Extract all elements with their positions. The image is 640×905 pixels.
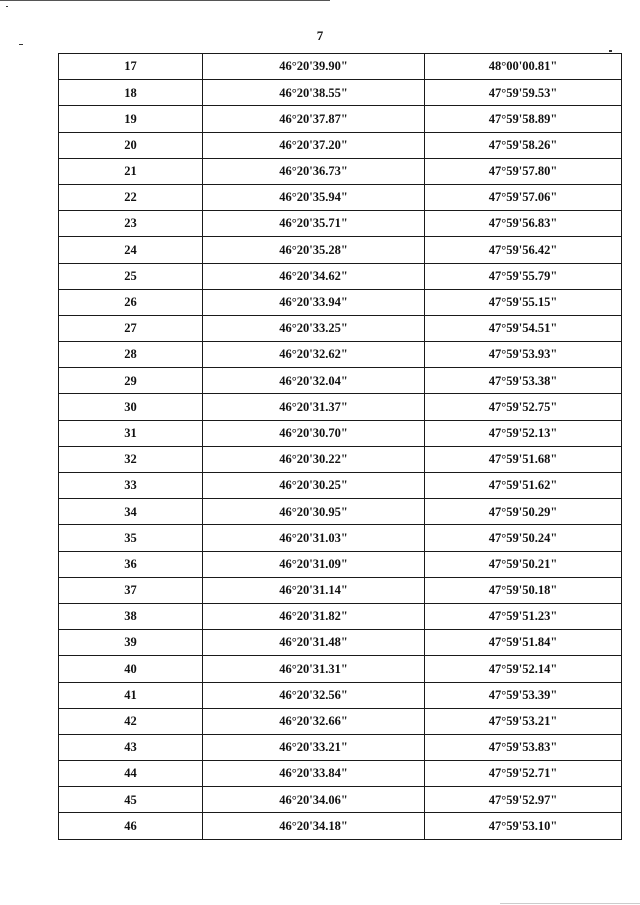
table-row [59, 289, 622, 315]
longitude-cell: 47°59'57.06" [425, 184, 622, 210]
latitude-cell: 46°20'34.06" [203, 787, 425, 813]
table-row [59, 158, 622, 184]
table-row [59, 603, 622, 629]
point-number-cell: 38 [59, 603, 203, 629]
scan-speck [6, 6, 8, 7]
table-row [59, 80, 622, 106]
point-number-cell: 41 [59, 682, 203, 708]
table-row [59, 630, 622, 656]
point-number-cell: 23 [59, 211, 203, 237]
table-row [59, 54, 622, 80]
point-number-cell: 30 [59, 394, 203, 420]
point-number-cell: 17 [59, 54, 203, 80]
latitude-cell: 46°20'31.37" [203, 394, 425, 420]
latitude-cell: 46°20'31.14" [203, 577, 425, 603]
page-number: 7 [316, 28, 324, 43]
point-number-cell: 32 [59, 446, 203, 472]
point-number-cell: 40 [59, 656, 203, 682]
point-number-cell: 39 [59, 630, 203, 656]
table-row [59, 132, 622, 158]
latitude-cell: 46°20'32.62" [203, 342, 425, 368]
latitude-cell: 46°20'36.73" [203, 158, 425, 184]
longitude-cell: 47°59'51.62" [425, 473, 622, 499]
longitude-cell: 47°59'55.15" [425, 289, 622, 315]
latitude-cell: 46°20'31.09" [203, 551, 425, 577]
coordinates-table [58, 53, 622, 840]
longitude-cell: 47°59'50.29" [425, 499, 622, 525]
point-number-cell: 45 [59, 787, 203, 813]
latitude-cell: 46°20'37.87" [203, 106, 425, 132]
latitude-cell: 46°20'32.66" [203, 708, 425, 734]
latitude-cell: 46°20'30.25" [203, 473, 425, 499]
latitude-cell: 46°20'33.21" [203, 734, 425, 760]
table-row [59, 211, 622, 237]
table-row [59, 787, 622, 813]
longitude-cell: 47°59'52.75" [425, 394, 622, 420]
table-row [59, 106, 622, 132]
table-row [59, 394, 622, 420]
latitude-cell: 46°20'31.48" [203, 630, 425, 656]
point-number-cell: 20 [59, 132, 203, 158]
table-row [59, 342, 622, 368]
scan-speck [19, 44, 23, 45]
longitude-cell: 47°59'52.14" [425, 656, 622, 682]
longitude-cell: 47°59'54.51" [425, 315, 622, 341]
longitude-cell: 47°59'57.80" [425, 158, 622, 184]
longitude-cell: 47°59'53.83" [425, 734, 622, 760]
latitude-cell: 46°20'35.71" [203, 211, 425, 237]
longitude-cell: 47°59'55.79" [425, 263, 622, 289]
longitude-cell: 47°59'53.93" [425, 342, 622, 368]
longitude-cell: 47°59'52.13" [425, 420, 622, 446]
table-row [59, 813, 622, 839]
table-row [59, 315, 622, 341]
point-number-cell: 37 [59, 577, 203, 603]
latitude-cell: 46°20'37.20" [203, 132, 425, 158]
longitude-cell: 47°59'58.26" [425, 132, 622, 158]
table-row [59, 525, 622, 551]
table-row [59, 368, 622, 394]
point-number-cell: 28 [59, 342, 203, 368]
longitude-cell: 47°59'51.68" [425, 446, 622, 472]
longitude-cell: 47°59'53.39" [425, 682, 622, 708]
scan-bottom-edge [500, 903, 640, 904]
point-number-cell: 19 [59, 106, 203, 132]
longitude-cell: 47°59'53.38" [425, 368, 622, 394]
table-row [59, 184, 622, 210]
point-number-cell: 35 [59, 525, 203, 551]
longitude-cell: 47°59'53.21" [425, 708, 622, 734]
point-number-cell: 26 [59, 289, 203, 315]
point-number-cell: 34 [59, 499, 203, 525]
latitude-cell: 46°20'30.22" [203, 446, 425, 472]
longitude-cell: 47°59'56.42" [425, 237, 622, 263]
point-number-cell: 29 [59, 368, 203, 394]
point-number-cell: 22 [59, 184, 203, 210]
latitude-cell: 46°20'33.84" [203, 761, 425, 787]
table-row [59, 499, 622, 525]
table-row [59, 656, 622, 682]
latitude-cell: 46°20'31.03" [203, 525, 425, 551]
table-row [59, 577, 622, 603]
latitude-cell: 46°20'33.25" [203, 315, 425, 341]
longitude-cell: 48°00'00.81" [425, 54, 622, 80]
longitude-cell: 47°59'50.21" [425, 551, 622, 577]
table-row [59, 446, 622, 472]
table-row [59, 734, 622, 760]
latitude-cell: 46°20'31.31" [203, 656, 425, 682]
latitude-cell: 46°20'35.28" [203, 237, 425, 263]
scan-speck [609, 50, 612, 52]
point-number-cell: 25 [59, 263, 203, 289]
point-number-cell: 44 [59, 761, 203, 787]
point-number-cell: 27 [59, 315, 203, 341]
longitude-cell: 47°59'51.23" [425, 603, 622, 629]
latitude-cell: 46°20'32.04" [203, 368, 425, 394]
latitude-cell: 46°20'39.90" [203, 54, 425, 80]
table-row [59, 263, 622, 289]
table-row [59, 761, 622, 787]
point-number-cell: 43 [59, 734, 203, 760]
latitude-cell: 46°20'35.94" [203, 184, 425, 210]
longitude-cell: 47°59'53.10" [425, 813, 622, 839]
latitude-cell: 46°20'33.94" [203, 289, 425, 315]
point-number-cell: 21 [59, 158, 203, 184]
table-row [59, 473, 622, 499]
point-number-cell: 33 [59, 473, 203, 499]
longitude-cell: 47°59'52.71" [425, 761, 622, 787]
latitude-cell: 46°20'38.55" [203, 80, 425, 106]
longitude-cell: 47°59'50.24" [425, 525, 622, 551]
point-number-cell: 36 [59, 551, 203, 577]
latitude-cell: 46°20'31.82" [203, 603, 425, 629]
point-number-cell: 42 [59, 708, 203, 734]
table-row [59, 682, 622, 708]
latitude-cell: 46°20'34.62" [203, 263, 425, 289]
point-number-cell: 24 [59, 237, 203, 263]
latitude-cell: 46°20'30.70" [203, 420, 425, 446]
point-number-cell: 46 [59, 813, 203, 839]
longitude-cell: 47°59'59.53" [425, 80, 622, 106]
point-number-cell: 18 [59, 80, 203, 106]
table-row [59, 420, 622, 446]
longitude-cell: 47°59'56.83" [425, 211, 622, 237]
longitude-cell: 47°59'51.84" [425, 630, 622, 656]
latitude-cell: 46°20'34.18" [203, 813, 425, 839]
latitude-cell: 46°20'32.56" [203, 682, 425, 708]
table-row [59, 708, 622, 734]
table-row [59, 237, 622, 263]
longitude-cell: 47°59'50.18" [425, 577, 622, 603]
longitude-cell: 47°59'58.89" [425, 106, 622, 132]
latitude-cell: 46°20'30.95" [203, 499, 425, 525]
scan-top-rule [0, 0, 330, 1]
point-number-cell: 31 [59, 420, 203, 446]
longitude-cell: 47°59'52.97" [425, 787, 622, 813]
coordinates-table-body [59, 54, 622, 840]
table-row [59, 551, 622, 577]
